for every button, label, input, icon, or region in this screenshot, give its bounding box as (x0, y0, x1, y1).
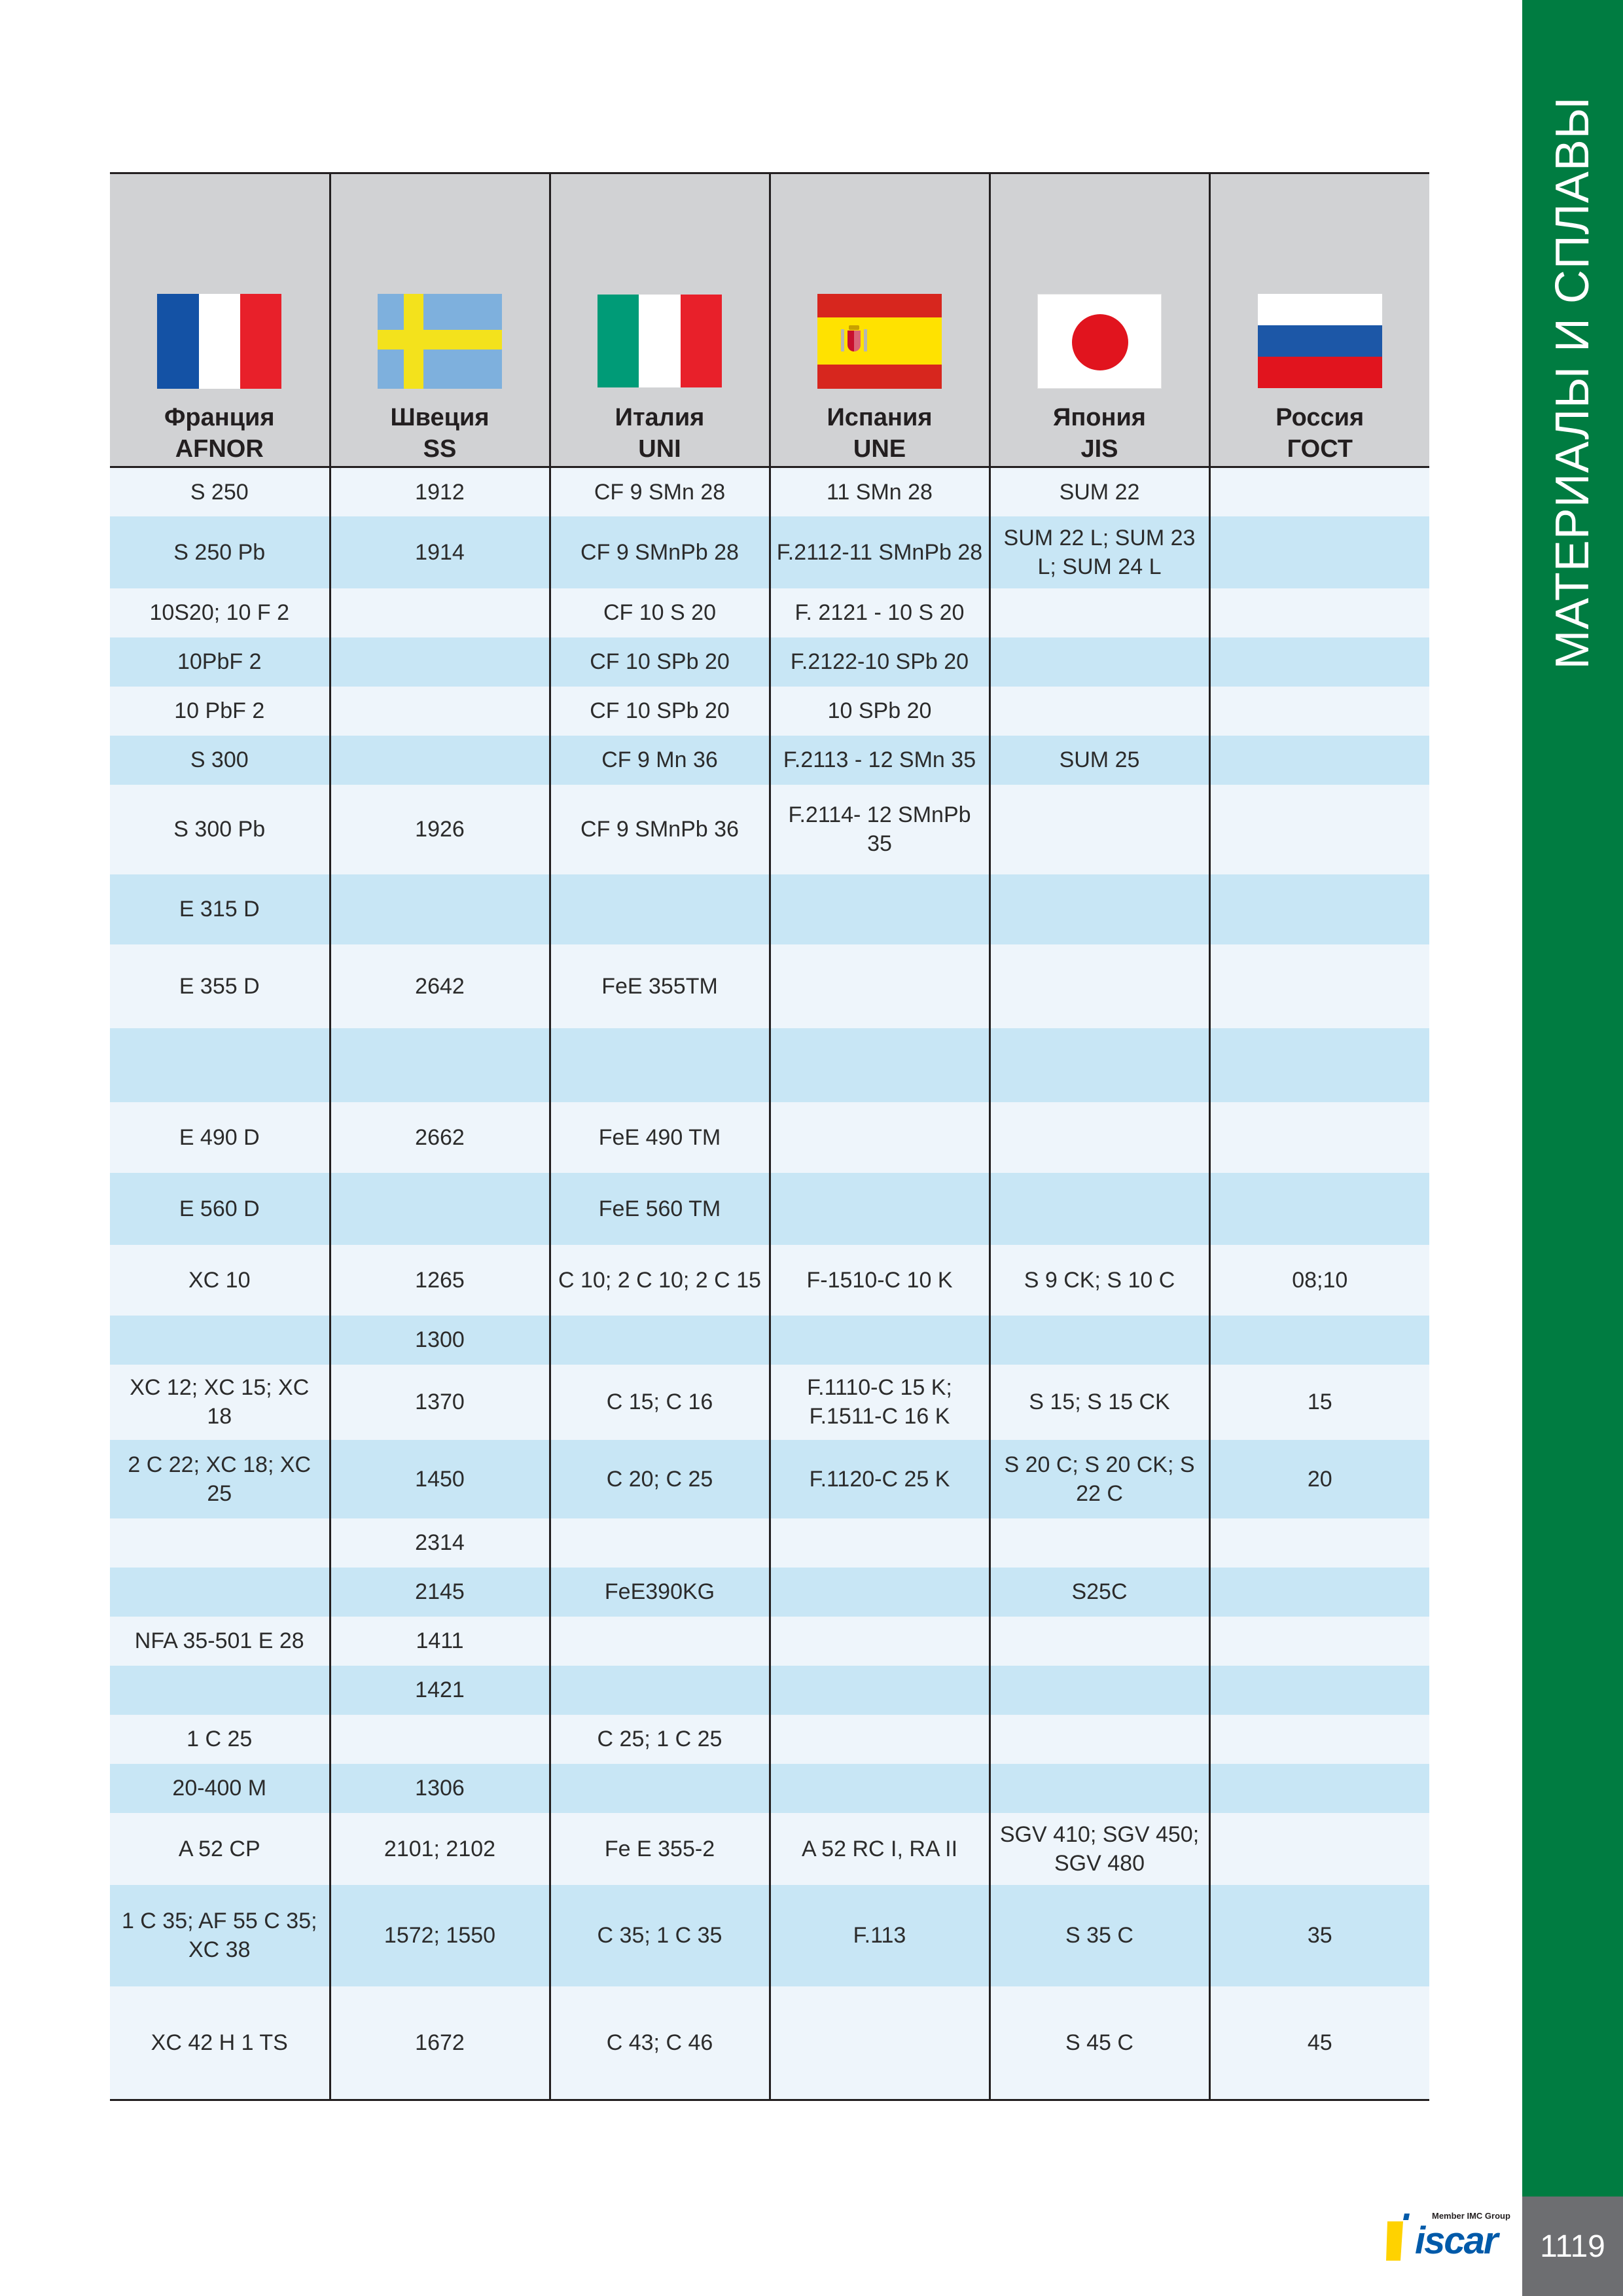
table-cell: S 35 C (990, 1885, 1209, 1986)
table-cell (770, 1028, 990, 1102)
table-cell (990, 785, 1209, 874)
country-name: Италия (615, 404, 705, 431)
table-cell (770, 1764, 990, 1813)
table-cell: FeE 560 TM (550, 1173, 770, 1245)
table-cell (330, 736, 550, 785)
table-cell: CF 10 S 20 (550, 588, 770, 637)
coat-of-arms-icon (838, 324, 870, 358)
country-name: Франция (164, 404, 275, 431)
table-cell (550, 1617, 770, 1666)
table-row (110, 1568, 1429, 1617)
table-cell (550, 1666, 770, 1715)
table-row (110, 1102, 1429, 1173)
table-cell: S 300 Pb (110, 785, 330, 874)
table-cell (1209, 1813, 1429, 1885)
table-row (110, 1028, 1429, 1102)
table-cell: F.2122-10 SPb 20 (770, 637, 990, 687)
table-cell (990, 1316, 1209, 1365)
table-cell (990, 637, 1209, 687)
table-cell: CF 9 Mn 36 (550, 736, 770, 785)
table-cell (770, 1518, 990, 1568)
table-row (110, 588, 1429, 637)
table-cell (1209, 1316, 1429, 1365)
table-header-row (110, 174, 1429, 467)
table-cell (770, 1102, 990, 1173)
table-cell (1209, 1568, 1429, 1617)
sweden-flag-icon (378, 294, 502, 389)
table-cell: 10 PbF 2 (110, 687, 330, 736)
table-cell: SUM 22 (990, 467, 1209, 516)
table-cell: F. 2121 - 10 S 20 (770, 588, 990, 637)
table-cell: CF 10 SPb 20 (550, 687, 770, 736)
table-cell (110, 1028, 330, 1102)
table-row (110, 467, 1429, 516)
standard-name: JIS (1080, 435, 1118, 463)
table-body (110, 467, 1429, 2099)
table-cell: 1300 (330, 1316, 550, 1365)
italy-flag-icon (597, 295, 722, 387)
table-cell (550, 1518, 770, 1568)
table-cell (1209, 1715, 1429, 1764)
table-cell (1209, 944, 1429, 1028)
table-row (110, 1245, 1429, 1316)
table-cell: A 52 RC I, RA II (770, 1813, 990, 1885)
table-cell: F.2112-11 SMnPb 28 (770, 516, 990, 588)
table-cell (1209, 1173, 1429, 1245)
table-cell (990, 944, 1209, 1028)
table-cell (1209, 516, 1429, 588)
table-cell: 1450 (330, 1440, 550, 1518)
table-cell (990, 1666, 1209, 1715)
table-cell: CF 10 SPb 20 (550, 637, 770, 687)
table-cell (990, 874, 1209, 944)
table-row (110, 1518, 1429, 1568)
table-cell: S 15; S 15 CK (990, 1365, 1209, 1440)
iscar-logo (1386, 2211, 1517, 2262)
table-cell: 1411 (330, 1617, 550, 1666)
table-cell (770, 1173, 990, 1245)
table-cell (330, 1173, 550, 1245)
table-cell: CF 9 SMn 28 (550, 467, 770, 516)
table-cell: 2145 (330, 1568, 550, 1617)
table-cell: 1914 (330, 516, 550, 588)
table-cell: Fe E 355-2 (550, 1813, 770, 1885)
table-cell: C 20; C 25 (550, 1440, 770, 1518)
logo-tagline: Member IMC Group (1432, 2211, 1510, 2221)
standard-name: ГОСТ (1287, 435, 1353, 463)
table-cell: XC 10 (110, 1245, 330, 1316)
table-cell: F.1110-C 15 K; F.1511-C 16 K (770, 1365, 990, 1440)
table-row (110, 736, 1429, 785)
table-cell (770, 1568, 990, 1617)
table-cell (110, 1316, 330, 1365)
japan-flag-icon (1037, 294, 1162, 389)
table-cell: 35 (1209, 1885, 1429, 1986)
country-name: Япония (1053, 404, 1146, 431)
table-cell (330, 1715, 550, 1764)
table-cell: C 15; C 16 (550, 1365, 770, 1440)
table-cell: SUM 22 L; SUM 23 L; SUM 24 L (990, 516, 1209, 588)
table-cell (110, 1518, 330, 1568)
table-row (110, 1316, 1429, 1365)
table-cell (770, 1666, 990, 1715)
table-cell: C 35; 1 C 35 (550, 1885, 770, 1986)
table-cell: 1306 (330, 1764, 550, 1813)
table-cell: 45 (1209, 1986, 1429, 2099)
table-cell: NFA 35-501 E 28 (110, 1617, 330, 1666)
table-row (110, 1365, 1429, 1440)
page-number: 1119 (1540, 2229, 1605, 2264)
table-row (110, 1715, 1429, 1764)
table-cell (1209, 588, 1429, 637)
table-cell: 1265 (330, 1245, 550, 1316)
table-cell (770, 1715, 990, 1764)
table-cell: CF 9 SMnPb 36 (550, 785, 770, 874)
table-cell (770, 874, 990, 944)
table-cell (550, 1316, 770, 1365)
table-row (110, 1173, 1429, 1245)
table-row (110, 1666, 1429, 1715)
russia-flag-icon (1258, 294, 1382, 389)
table-cell: S 300 (110, 736, 330, 785)
materials-comparison-table (110, 174, 1429, 2099)
standard-name: UNI (638, 435, 681, 463)
table-cell: S 45 C (990, 1986, 1209, 2099)
table-cell: 1 C 25 (110, 1715, 330, 1764)
table-cell: E 355 D (110, 944, 330, 1028)
table-cell (990, 687, 1209, 736)
table-cell: F.2113 - 12 SMn 35 (770, 736, 990, 785)
table-cell: F-1510-C 10 K (770, 1245, 990, 1316)
section-sidebar (1522, 0, 1623, 2197)
section-title: МАТЕРИАЛЫ И СПЛАВЫ (1546, 96, 1599, 670)
column-header-spain (770, 174, 990, 467)
table-cell: 20-400 M (110, 1764, 330, 1813)
table-cell (990, 1102, 1209, 1173)
table-cell: 2642 (330, 944, 550, 1028)
table-cell: 2662 (330, 1102, 550, 1173)
table-cell: C 10; 2 C 10; 2 C 15 (550, 1245, 770, 1316)
column-header-italy (550, 174, 770, 467)
table-cell: F.2114- 12 SMnPb 35 (770, 785, 990, 874)
table-cell (990, 1764, 1209, 1813)
column-header-sweden (330, 174, 550, 467)
table-cell: S 250 Pb (110, 516, 330, 588)
table-cell: S 250 (110, 467, 330, 516)
table-cell: 1572; 1550 (330, 1885, 550, 1986)
table-cell (1209, 687, 1429, 736)
table-cell: C 43; C 46 (550, 1986, 770, 2099)
table-cell (1209, 1028, 1429, 1102)
table-cell: 10PbF 2 (110, 637, 330, 687)
table-cell: XC 42 H 1 TS (110, 1986, 330, 2099)
table-cell: 10 SPb 20 (770, 687, 990, 736)
table-cell: FeE 355TM (550, 944, 770, 1028)
table-row (110, 687, 1429, 736)
country-name: Россия (1275, 404, 1364, 431)
france-flag-icon (157, 294, 281, 389)
table-cell (1209, 1518, 1429, 1568)
table-row (110, 637, 1429, 687)
table-cell: S25C (990, 1568, 1209, 1617)
table-cell (990, 1715, 1209, 1764)
table-cell: 15 (1209, 1365, 1429, 1440)
table-cell: FeE 490 TM (550, 1102, 770, 1173)
table-cell (110, 1666, 330, 1715)
table-row (110, 1885, 1429, 1986)
table-row (110, 1440, 1429, 1518)
table-cell (1209, 785, 1429, 874)
table-cell: S 20 C; S 20 CK; S 22 C (990, 1440, 1209, 1518)
table-cell: 20 (1209, 1440, 1429, 1518)
table-cell: E 560 D (110, 1173, 330, 1245)
table-cell: CF 9 SMnPb 28 (550, 516, 770, 588)
table-cell (990, 1173, 1209, 1245)
table-cell (1209, 1102, 1429, 1173)
table-cell (1209, 637, 1429, 687)
table-cell: SGV 410; SGV 450; SGV 480 (990, 1813, 1209, 1885)
table-cell (330, 588, 550, 637)
table-cell: FeE390KG (550, 1568, 770, 1617)
logo-wordmark: iscar (1415, 2219, 1497, 2262)
column-header-russia (1209, 174, 1429, 467)
table-cell (990, 1028, 1209, 1102)
table-cell: E 490 D (110, 1102, 330, 1173)
standard-name: UNE (853, 435, 906, 463)
table-cell (770, 1617, 990, 1666)
standard-name: SS (423, 435, 457, 463)
table-cell (1209, 1617, 1429, 1666)
table-cell (990, 1518, 1209, 1568)
table-cell: S 9 CK; S 10 C (990, 1245, 1209, 1316)
table-row (110, 1813, 1429, 1885)
table-cell (550, 1028, 770, 1102)
column-header-japan (990, 174, 1209, 467)
table-cell: C 25; 1 C 25 (550, 1715, 770, 1764)
table-cell: 10S20; 10 F 2 (110, 588, 330, 637)
table-cell (1209, 467, 1429, 516)
table-row (110, 874, 1429, 944)
table-cell: E 315 D (110, 874, 330, 944)
table-cell: SUM 25 (990, 736, 1209, 785)
table-cell (330, 1028, 550, 1102)
table-cell (330, 637, 550, 687)
table-cell: 2101; 2102 (330, 1813, 550, 1885)
country-name: Испания (827, 404, 933, 431)
country-name: Швеция (390, 404, 490, 431)
table-cell: 1672 (330, 1986, 550, 2099)
table-cell: 2 C 22; XC 18; XC 25 (110, 1440, 330, 1518)
table-cell (330, 874, 550, 944)
table-row (110, 1617, 1429, 1666)
table-cell (1209, 1666, 1429, 1715)
table-cell (330, 687, 550, 736)
table-cell: 1 C 35; AF 55 C 35; XC 38 (110, 1885, 330, 1986)
table-cell (550, 1764, 770, 1813)
table-cell: A 52 CP (110, 1813, 330, 1885)
page-number-box (1522, 2197, 1623, 2296)
table-row (110, 1986, 1429, 2099)
table-cell (1209, 736, 1429, 785)
table-cell (990, 1617, 1209, 1666)
table-cell: F.1120-C 25 K (770, 1440, 990, 1518)
table-row (110, 1764, 1429, 1813)
table-cell: 1421 (330, 1666, 550, 1715)
table-cell (110, 1568, 330, 1617)
table-cell: XC 12; XC 15; XC 18 (110, 1365, 330, 1440)
table-cell: 08;10 (1209, 1245, 1429, 1316)
table-cell (1209, 874, 1429, 944)
table-row (110, 516, 1429, 588)
table-cell (770, 1986, 990, 2099)
table-cell: 1912 (330, 467, 550, 516)
table-cell (770, 1316, 990, 1365)
table-cell: 11 SMn 28 (770, 467, 990, 516)
table-cell (770, 944, 990, 1028)
table-row (110, 785, 1429, 874)
table-cell (550, 874, 770, 944)
table-row (110, 944, 1429, 1028)
table-cell (1209, 1764, 1429, 1813)
standard-name: AFNOR (175, 435, 264, 463)
column-header-france (110, 174, 330, 467)
table-cell: 1926 (330, 785, 550, 874)
table-cell: F.113 (770, 1885, 990, 1986)
materials-comparison-table-wrapper (110, 172, 1429, 2101)
spain-flag-icon (817, 294, 942, 389)
table-cell: 1370 (330, 1365, 550, 1440)
table-cell: 2314 (330, 1518, 550, 1568)
table-cell (990, 588, 1209, 637)
